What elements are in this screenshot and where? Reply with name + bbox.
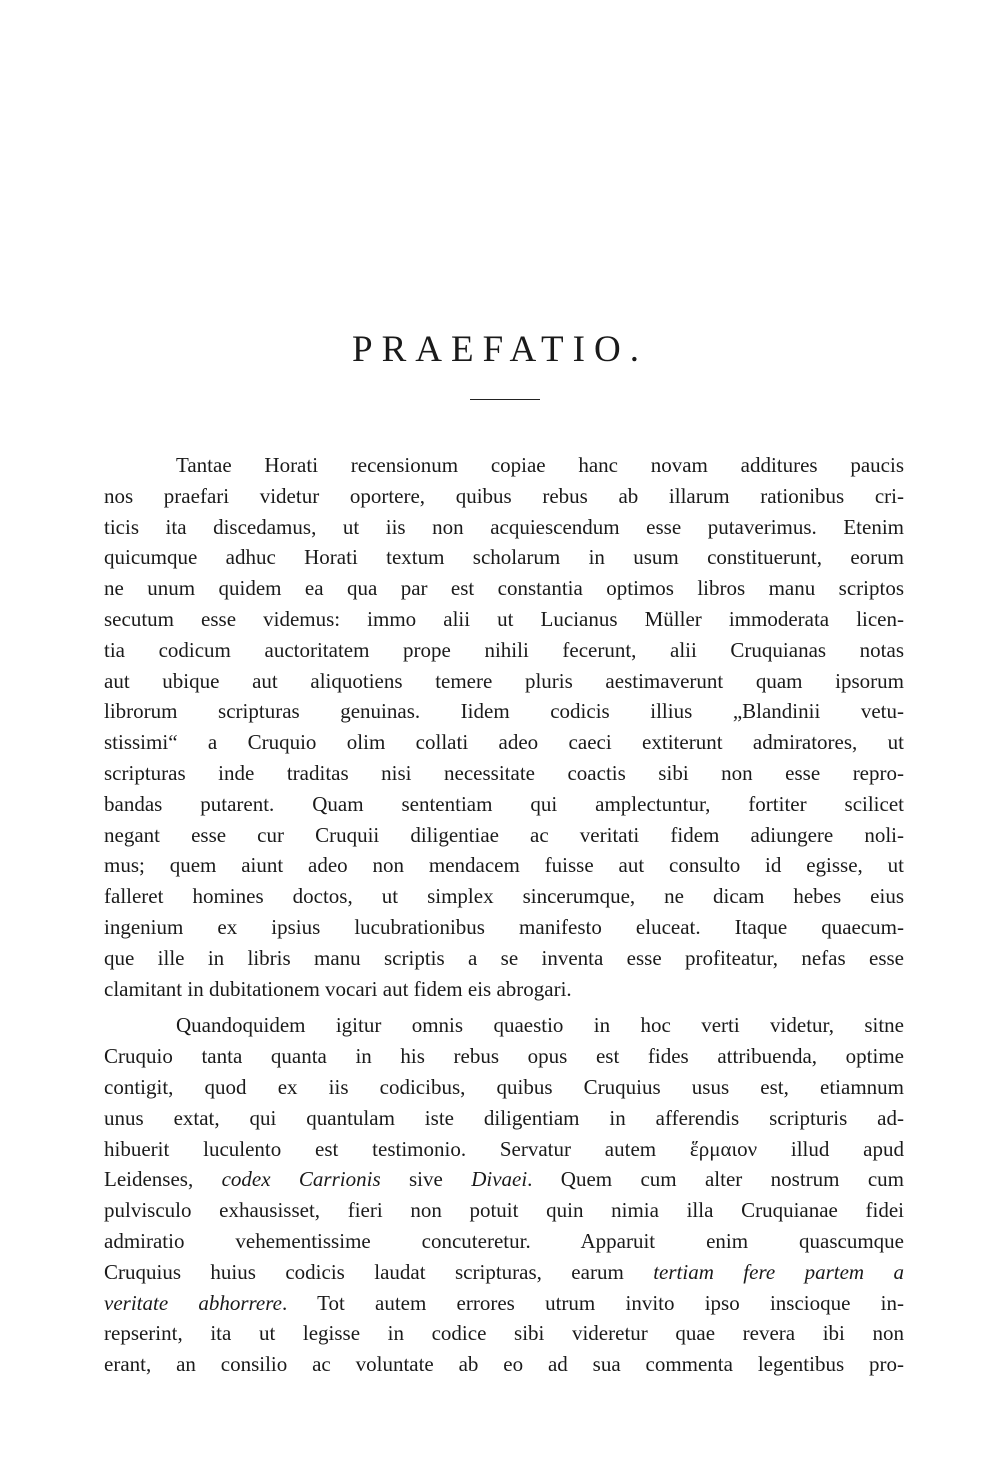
title-rule-divider — [470, 399, 540, 400]
text-line: ticis ita discedamus, ut iis non acquiescendum esse putaverimus. Etenim — [104, 514, 904, 539]
page-title: PRAEFATIO. — [352, 329, 648, 370]
text-line: scripturas inde traditas nisi necessitate coactis sibi non esse repro- — [104, 760, 904, 785]
paragraph-2 — [104, 1010, 904, 1380]
text-line: stissimi“ a Cruquio olim collati adeo caeci extiterunt admiratores, ut — [104, 730, 904, 755]
text-line: repserint, ita ut legisse in codice sibi videretur quae revera ibi non — [104, 1321, 904, 1346]
text-line: clamitant in dubitationem vocari aut fidem eis abrogari. — [104, 976, 572, 1001]
text-line: Leidenses, codex Carrionis sive Divaei. Quem cum alter nostrum cum — [104, 1167, 905, 1192]
text-line: Quandoquidem igitur omnis quaestio in hoc verti videtur, sitne — [176, 1013, 904, 1038]
text-line: veritate abhorrere. Tot autem errores utrum invito ipso inscioque in- — [104, 1290, 904, 1315]
text-line: negant esse cur Cruquii diligentiae ac veritati fidem adiungere noli- — [104, 822, 904, 847]
body-text — [104, 450, 904, 1386]
text-line: erant, an consilio ac voluntate ab eo ad sua commenta legentibus pro- — [104, 1352, 904, 1377]
text-line: tia codicum auctoritatem prope nihili fecerunt, alii Cruquianas notas — [104, 637, 904, 662]
text-line: mus; quem aiunt adeo non mendacem fuisse aut consulto id egisse, ut — [104, 853, 904, 878]
text-line: aut ubique aut aliquotiens temere pluris aestimaverunt quam ipsorum — [104, 668, 904, 693]
text-line: librorum scripturas genuinas. Iidem codicis illius „Blandinii vetu- — [104, 699, 904, 724]
text-line: contigit, quod ex iis codicibus, quibus Cruquius usus est, etiamnum — [104, 1074, 904, 1099]
text-line: ne unum quidem ea qua par est constantia optimos libros manu scriptos — [104, 576, 904, 601]
text-line: nos praefari videtur oportere, quibus rebus ab illarum rationibus cri- — [104, 483, 904, 508]
text-line: unus extat, qui quantulam iste diligentiam in afferendis scripturis ad- — [104, 1105, 904, 1130]
paragraph-1 — [104, 450, 904, 1004]
text-line: secutum esse videmus: immo alii ut Lucianus Müller immoderata licen- — [104, 606, 904, 631]
text-line: Tantae Horati recensionum copiae hanc novam additures paucis — [176, 453, 904, 477]
text-line: Cruquio tanta quanta in his rebus opus est fides attribuenda, optime — [104, 1044, 904, 1069]
text-line: pulvisculo exhausisset, fieri non potuit quin nimia illa Cruquianae fidei — [104, 1198, 904, 1223]
text-line: que ille in libris manu scriptis a se inventa esse profiteatur, nefas esse — [104, 945, 904, 970]
text-line: bandas putarent. Quam sententiam qui amplectuntur, fortiter scilicet — [104, 791, 904, 816]
text-line: admiratio vehementissime concuteretur. Apparuit enim quascumque — [104, 1228, 904, 1253]
text-line: hibuerit luculento est testimonio. Servatur autem ἕρμαιον illud apud — [104, 1136, 904, 1161]
text-line: ingenium ex ipsius lucubrationibus manifesto eluceat. Itaque quaecum- — [104, 914, 904, 939]
text-line: quicumque adhuc Horati textum scholarum in usum constituerunt, eorum — [104, 545, 904, 570]
text-line: falleret homines doctos, ut simplex sincerumque, ne dicam hebes eius — [104, 884, 904, 909]
text-line: Cruquius huius codicis laudat scripturas, earum tertiam fere partem a — [104, 1259, 904, 1284]
